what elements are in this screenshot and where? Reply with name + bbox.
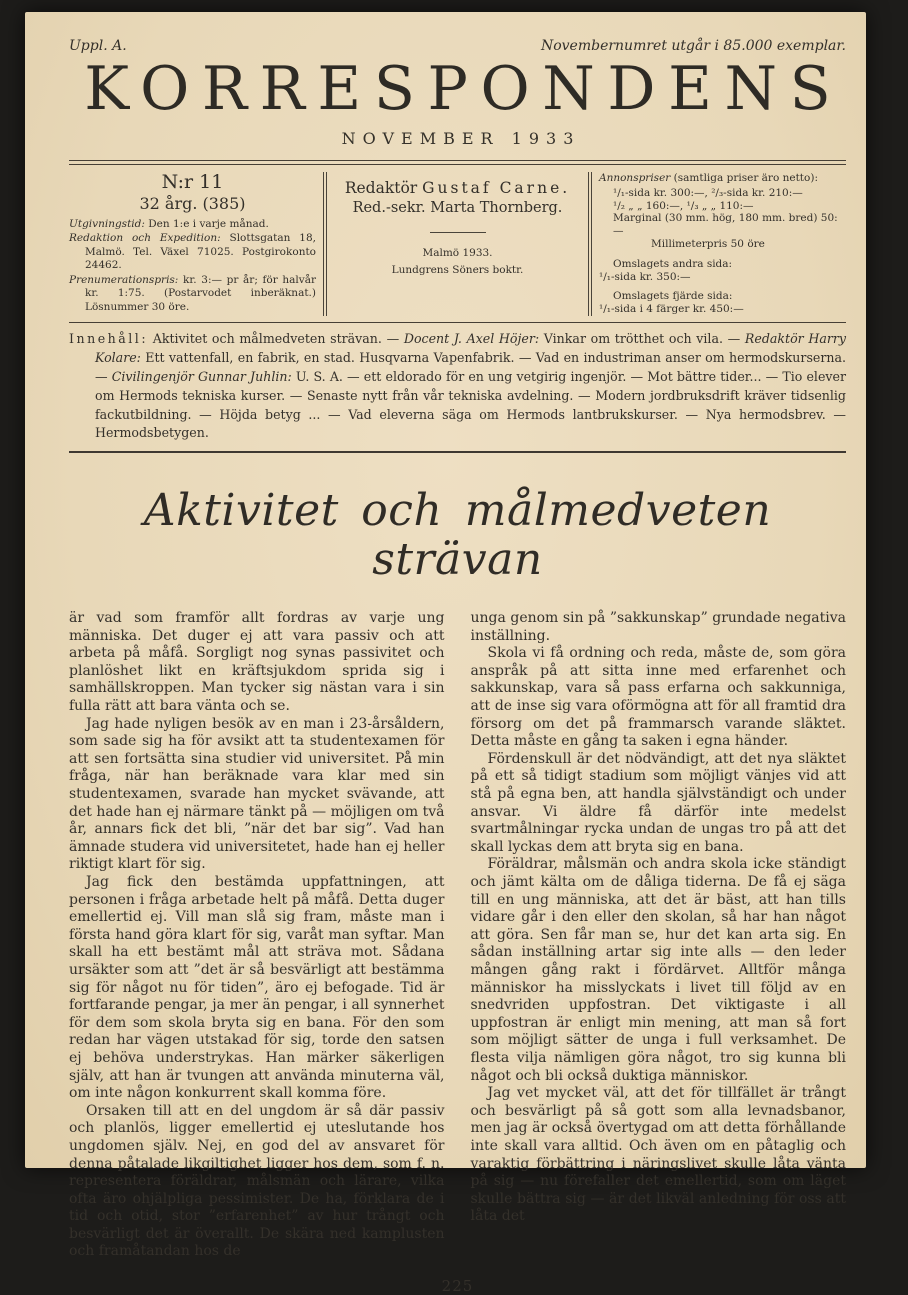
editorial-address [69, 232, 316, 272]
place-year: Malmö 1933. [422, 246, 493, 259]
contents-segment: Aktivitet och målmedveten strävan. — [148, 330, 404, 346]
ad-price-line: ¹/₂ „ „ 160:—, ¹/₃ „ „ 110:— [613, 199, 754, 212]
edition-label: Uppl. A. [69, 38, 127, 54]
article-paragraph: Jag vet mycket väl, att det för tillfället är trångt och besvärligt på så gott som alla levnadsbanor, men jag är också övertygad om att detta förhållande inte skall vara alltid. Och även om en påtaglig och varaktig förbättring i näringslivet skulle låta vänta på sig — nu förefaller det emellertid, som om läget skulle bättra sig — är det likväl anledning för oss att låta det [470, 1085, 846, 1225]
address-text: Slottsgatan 18, Malmö. Tel. Växel 71025. Postgirokonto 24462. [85, 232, 316, 272]
subscription-price [69, 274, 316, 314]
volume-number: 32 årg. (385) [139, 193, 246, 213]
article-column-right [471, 610, 847, 1261]
vertical-divider [588, 172, 592, 316]
ad-prices-box [599, 172, 846, 316]
contents-author: Civilingenjör Gunnar Juhlin: [111, 368, 292, 384]
contents-segment: Ett vattenfall, en fabrik, en stad. Husqvarna Vapenfabrik. — Vad en industriman anser om hermodskurserna. — [95, 349, 846, 384]
printer-name: Lundgrens Söners boktr. [391, 263, 524, 276]
top-line [69, 38, 846, 54]
contents-segment: Vinkar om trötthet och vila. — [539, 330, 745, 346]
article-paragraph: Orsaken till att en del ungdom är så där passiv och planlös, ligger emellertid ej uteslutande hos ungdomen själv. Nej, en god del av ansvaret för denna påtalade likgiltighet ligger hos dem, som f. n. representera föräldrar, målsmän och lärare, vilka ofta äro ohjälpliga pessimister. De ha, förklara de i tid och otid, stor ”erfarenhet” av hur trångt och besvärligt det är överallt. De skära ned kamplusten och framåtandan hos de [69, 1102, 445, 1260]
article-paragraph: Jag fick den bestämda uppfattningen, att personen i fråga arbetade helt på måfå. Detta duger emellertid ej. Vill man slå sig fram, måste man i första hand göra klart för sig, varåt man syftar. Man skall ha ett bestämt mål att sträva mot. Sådana ursäkter som att ”det är så besvärligt att bestämma sig för något nu för tiden”, äro ej befogade. Tid är fortfarande pengar, ja mer än pengar, i all synnerhet för dem som skola bryta sig en bana. För den som redan har vägen utstakad för sig, torde den satsen ej behöva understrykas. Han märker säkerligen själv, att han är tvungen att använda minuterna väl, om inte någon konkurrent skall komma före. [69, 874, 445, 1102]
editor-title: Redaktör [344, 179, 418, 197]
article-paragraph: är vad som framför allt fordras av varje ung människa. Det duger ej att vara passiv och att arbeta på måfå. Sorgligt nog synas passivitet och planlöshet likt en kräftsjukdom sprida sig i samhällskroppen. Man tycker sig nästan vara i sin fulla rätt att bara vänta och se. [69, 610, 445, 715]
article-paragraph: unga genom sin på ”sakkunskap” grundade negativa inställning. [470, 610, 846, 644]
contents-label: Innehåll: [69, 330, 149, 346]
ad-prices-heading [599, 172, 846, 185]
scanned-magazine-page [25, 12, 866, 1295]
address-label: Redaktion och Expedition: [69, 232, 221, 245]
issue-info-box [69, 172, 316, 316]
cover4-heading: Omslagets fjärde sida: [613, 290, 733, 303]
circulation-note: Novembernumret utgår i 85.000 exemplar. [540, 38, 846, 54]
publication-schedule [69, 218, 316, 231]
contents-author: Docent J. Axel Höjer: [403, 330, 540, 346]
issue-date: NOVEMBER 1933 [341, 129, 581, 148]
editor-line [334, 178, 581, 198]
schedule-label: Utgivningstid: [69, 218, 145, 231]
article-paragraph: Föräldrar, målsmän och andra skola icke ständigt och jämt kälta om de dåliga tiderna. De få ej säga till en ung människa, att det är bäst, att han tills vidare går i den eller den skolan, så har han något att göra. Sen får man se, hur det kan arta sig. En sådan inställning artar sig inte alls — den leder mången gång rakt i fördärvet. Alltför många människor ha misslyckats i livet till följd av en snedvriden uppfostran. Det viktigaste i all uppfostran är enligt min mening, att man så fort som möjligt sätter de unga i full verksamhet. De flesta vilja nämligen göra något, tro sig kunna bli något och bli också duktiga människor. [470, 856, 846, 1084]
cover4-price: ¹/₁-sida i 4 färger kr. 450:— [599, 303, 744, 316]
contents-author: Redaktör Harry Kolare: [95, 330, 846, 365]
editor-name: Gustaf Carne. [422, 179, 571, 197]
article-body [69, 610, 846, 1261]
price-text: kr. 3:— pr år; för halvår kr. 1:75. (Postarvodet inberäknat.) Lösnummer 30 öre. [85, 273, 316, 313]
rule-below-contents [69, 451, 846, 453]
ad-price-line: Millimeterpris 50 öre [651, 237, 765, 250]
issue-number: N:r 11 [161, 171, 224, 193]
rule-below-infobar [69, 322, 846, 323]
contents-segment: U. S. A. — ett eldorado för en ung vetgirig ingenjör. — Mot bättre tider... — Tio elever om Hermods tekniska kurser. — Senaste nytt från vår tekniska avdelning. — Modern jordbruksdrift kräver tidsenlig fackutbildning. — Höjda betyg ... — Vad eleverna säga om Hermods lantbrukskurser. — Nya hermodsbrev. — Hermodsbetygen. [95, 368, 847, 441]
publication-info-bar [69, 165, 846, 322]
secretary-line: Red.-sekr. Marta Thornberg. [352, 200, 563, 217]
cover2-heading: Omslagets andra sida: [613, 257, 733, 270]
vertical-divider [323, 172, 327, 316]
table-of-contents [69, 330, 846, 443]
ad-prices-label: Annonspriser [599, 172, 671, 184]
ad-price-line: ¹/₁-sida kr. 300:—, ²/₃-sida kr. 210:— [613, 186, 803, 199]
page-number: 225 [441, 1277, 474, 1295]
cover2-price: ¹/₁-sida kr. 350:— [599, 270, 691, 283]
article-column-left [69, 610, 445, 1261]
article-paragraph: Fördenskull är det nödvändigt, att det nya släktet på ett så tidigt stadium som möjligt vänjes vid att stå på egna ben, att handla självständigt och under ansvar. Vi äldre få därför inte medelst svartmålningar rycka undan de ungas tro på att det skall lyckas dem att bryta sig en bana. [470, 750, 846, 855]
article-title: Aktivitet och målmedveten strävan [143, 485, 772, 585]
ad-prices-note: (samtliga priser äro netto): [673, 172, 818, 184]
ad-price-line: Marginal (30 mm. hög, 180 mm. bred) 50:— [613, 212, 838, 238]
masthead-title: KORRESPONDENS [84, 54, 844, 124]
schedule-text: Den 1:e i varje månad. [148, 218, 269, 231]
editor-info-box [334, 172, 581, 316]
price-label: Prenumerationspris: [69, 273, 179, 286]
article-paragraph: Jag hade nyligen besök av en man i 23-årsåldern, som sade sig ha för avsikt att ta studentexamen för att sen fortsätta sina studier vid universitet. På min fråga, när han beräknade vara klar med sin studentexamen, svarade han mycket svävande, att det hade han ej närmare tänkt på — möjligen om två år, annars fick det bli, ”när det bar sig”. Vad han ämnade studera vid universitetet, hade han ej heller riktigt klart för sig. [69, 715, 445, 873]
small-divider-rule [430, 232, 486, 233]
article-paragraph: Skola vi få ordning och reda, måste de, som göra anspråk på att sitta inne med erfarenhet och sakkunskap, vara så pass erfarna och sakkunniga, att de inse sig vara oförmögna att för all framtid dra försorg om det på frammarsch varande släktet. Detta måste en gång ta saken i egna händer. [470, 645, 846, 750]
